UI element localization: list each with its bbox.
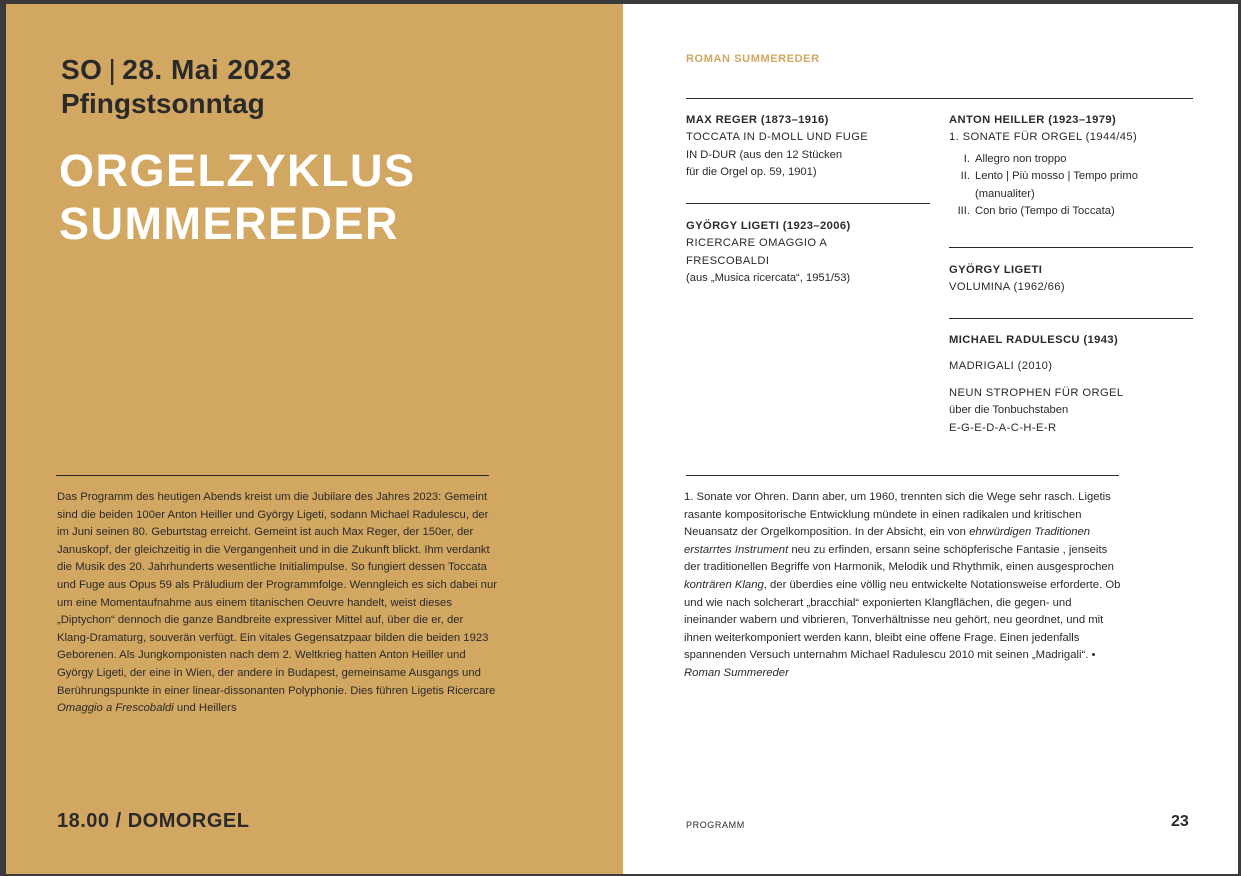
composer-name: GYÖRGY LIGETI (1923–2006) [686,220,851,232]
page-header: ROMAN SUMMEREDER [686,53,820,65]
work-title: 1. SONATE FÜR ORGEL (1944/45) [949,131,1138,144]
program-item-ligeti-ricercare [686,218,936,288]
work-detail: E-G-E-D-A-C-H-E-R [949,421,1057,434]
composer-name: ANTON HEILLER (1923–1979) [949,114,1117,126]
movement-number: II. [960,170,970,183]
movement-title: Allegro non troppo [975,152,1067,165]
movement-title: (manualiter) [975,187,1035,200]
work-detail: FRESCOBALDI [686,254,770,267]
divider-rule [686,98,1193,99]
movement-item [949,151,1199,168]
divider-rule [949,318,1193,319]
notes-segment: neu zu erfinden, ersann seine schöpferische Fantasie , jenseits der traditionellen Begriffe von Harmonik, Melodik und Rhythmik, einen ausgesprochen [684,543,1114,574]
work-detail: IN D-DUR (aus den 12 Stücken [686,148,843,161]
program-notes-left [57,489,497,718]
work-title: VOLUMINA (1962/66) [949,281,1066,294]
work-title: MADRIGALI (2010) [949,360,1053,373]
event-occasion: Pfingstsonntag [61,88,265,119]
work-detail: über die Tonbuchstaben [949,404,1069,417]
composer-name: MAX REGER (1873–1916) [686,114,829,126]
program-item-radulescu [949,332,1199,437]
section-label: PROGRAMM [686,820,745,830]
movement-number: I. [963,152,970,165]
notes-segment: Das Programm des heutigen Abends kreist um die Jubilare des Jahres 2023: Gemeint sind die beiden 100er Anton Heiller und György Ligeti, sodann Michael Radulescu, der im Juni seinen 80. Geburtstag erreicht. Gemeint ist auch Max Reger, der 150er, der Januskopf, der gleichzeitig in die Vergangenheit und in die Zukunft blickt. Ihm verdankt die Musik des 20. Jahrhunderts wesentliche Initialimpulse. So fungiert dessen Toccata und Fuge aus Opus 59 als Präludium der Programmfolge. Wenngleich es sich dabei nur um eine Momentaufnahme aus einem titanischen Oeuvre handelt, weist dieses „Diptychon“ dennoch die ganze Bandbreite expressiver Mittel auf, über die er, der Klang-Dramaturg, souverän verfügt. Ein vitales Gegensatzpaar bilden die beiden 1923 Geborenen. Als Jungkomponisten nach dem 2. Weltkrieg hatten Anton Heiller und György Ligeti, der eine in Wien, der andere in Budapest, gemeinsame Ausgangs und Berührungspunkte in einer linear-dissonanten Polyphonie. Dies führen Ligetis Ricercare [57,491,497,697]
movement-number: III. [957,205,970,218]
work-detail: für die Orgel op. 59, 1901) [686,166,817,179]
movement-item [949,186,1199,203]
notes-segment-italic: ehrwürdigen Traditionen erstarrtes Instrument [684,526,1091,556]
event-weekday: SO [61,54,103,85]
program-item-reger [686,112,936,182]
divider-rule [686,203,930,204]
page-number: 23 [1171,813,1189,830]
time-venue: 18.00 / DOMORGEL [57,810,250,832]
movement-number [949,186,975,203]
left-page [6,4,623,874]
notes-segment: und Heillers [173,702,237,715]
booklet-spread [6,4,1238,874]
movement-title: Con brio (Tempo di Toccata) [975,205,1115,218]
notes-segment-italic: Omaggio a Frescobaldi [57,702,174,715]
composer-name: GYÖRGY LIGETI [949,264,1043,276]
concert-title-line-1: ORGELZYKLUS [59,145,416,196]
movement-title: Lento | Più mosso | Tempo primo [975,170,1138,183]
program-item-heiller [949,112,1199,220]
notes-segment-italic: konträren Klang [684,578,764,591]
program-notes-right [684,489,1124,683]
divider-rule [686,475,1119,476]
work-title: TOCCATA IN D-MOLL UND FUGE [686,131,869,144]
concert-title-line-2: SUMMEREDER [59,198,400,249]
program-item-ligeti-volumina [949,262,1199,297]
author-credit: Roman Summereder [684,666,789,679]
notes-segment: , der überdies eine völlig neu entwickelte Notationsweise erforderte. Ob und wie nach solcherart „bracchial“ exponierten Klangflächen, die gegen- und ineinander wabern und vibrieren, Tonverhältnisse neu gehört, neu geordnet, und mit ihnen weiterkomponiert werden kann, bleibt eine offene Frage. Einen jedenfalls spannenden Versuch unternahm Michael Radulescu 2010 mit seinen „Madrigali“. • [684,578,1121,662]
movement-item [949,168,1199,185]
movement-list [949,151,1199,221]
concert-title [59,144,416,250]
notes-segment: 1. Sonate vor Ohren. Dann aber, um 1960, trennten sich die Wege sehr rasch. Ligetis rasante kompositorische Entwicklung mündete in einen radikalen und kritischen Neuansatz der Orgelkomposition. In der Absicht, ein von [684,491,1111,539]
work-title: RICERCARE OMAGGIO A [686,237,828,250]
composer-name: MICHAEL RADULESCU (1943) [949,334,1119,346]
movement-item [949,203,1199,220]
right-page [623,4,1238,874]
work-title: NEUN STROPHEN FÜR ORGEL [949,386,1124,399]
divider-rule [56,475,489,476]
event-day: 28. Mai 2023 [122,54,292,85]
event-date [61,54,292,86]
divider-rule [949,247,1193,248]
date-separator: | [108,54,117,85]
work-detail: (aus „Musica ricercata“, 1951/53) [686,272,851,285]
